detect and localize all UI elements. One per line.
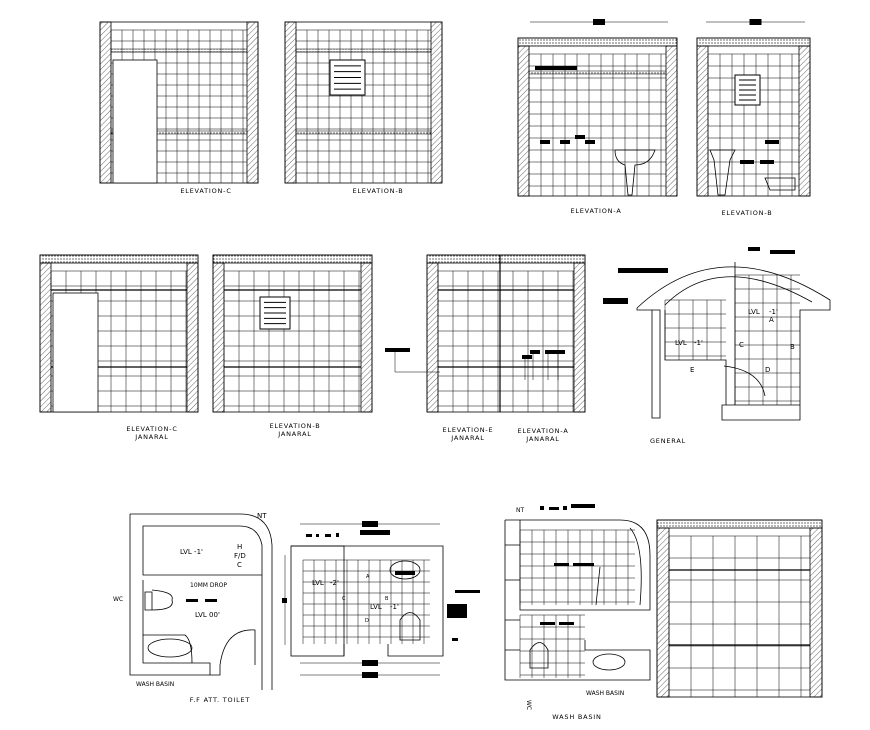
label-wash-basin: WASH BASIN (552, 713, 602, 721)
label-elevation-b-2: ELEVATION-B (721, 209, 773, 217)
toilet-wc-label: WC (113, 596, 124, 603)
fixture-tag (522, 355, 532, 359)
tile-band (296, 131, 431, 134)
toilet-drop-label: 10MM DROP (190, 582, 228, 589)
general-lvl-value: -1' (769, 308, 778, 316)
fixture-tag (535, 66, 577, 70)
elevation (285, 22, 442, 183)
mid-marker-d: D (365, 618, 369, 624)
toilet-h-label: H (237, 543, 243, 551)
label-general: GENERAL (649, 437, 687, 445)
toilet-wash-basin-label: WASH BASIN (136, 681, 175, 688)
general-lvl-label-2: LVL (675, 339, 687, 347)
wall-hatch (285, 22, 296, 183)
tile-band (296, 49, 431, 52)
marker-a: A (769, 316, 774, 324)
slab (213, 255, 372, 263)
label-elevation-a: ELEVATION-A (570, 207, 622, 215)
label-elevation-b: ELEVATION-B (352, 187, 404, 195)
label-ff-att-toilet: F.F ATT. TOILET (189, 696, 251, 704)
wall-hatch (574, 263, 585, 412)
fixture-tag (575, 135, 585, 139)
elevation-frame (518, 38, 677, 196)
wall-hatch (697, 46, 708, 196)
wall-hatch (40, 263, 51, 412)
slab (657, 520, 822, 528)
label-janaral: JANARAL (451, 434, 485, 442)
door (53, 293, 98, 412)
toilet-fd-label: F/D (234, 552, 246, 560)
elevation (697, 38, 810, 196)
elevation (657, 520, 822, 697)
elevation (213, 255, 372, 412)
wash-basin-elevation (710, 150, 735, 195)
fixture-tag (765, 140, 779, 144)
mid-lvl-label: LVL (312, 579, 324, 587)
wall-hatch (666, 46, 677, 196)
general-lvl-label: LVL (748, 308, 760, 316)
wall-hatch (799, 46, 810, 196)
mid-plan (291, 521, 480, 678)
label-janaral: JANARAL (526, 435, 560, 443)
wall-hatch (427, 263, 438, 412)
wall-hatch (247, 22, 258, 183)
dimension-tag (362, 672, 378, 678)
elevation-frame (697, 38, 810, 196)
general-lvl-value-2: -1' (694, 339, 703, 347)
marker-d: D (765, 366, 771, 374)
label-elevation-e-janaral: ELEVATION-E (442, 426, 494, 434)
mid-lvl-label-2: LVL (370, 603, 382, 611)
door (113, 60, 157, 183)
slab (427, 255, 585, 263)
fixture-tag (385, 348, 410, 352)
tile-band (529, 71, 666, 74)
fixture-tag (560, 140, 570, 144)
dimension-tag (362, 521, 378, 527)
wall-hatch (187, 263, 198, 412)
label-janaral: JANARAL (278, 430, 312, 438)
wall-hatch (431, 22, 442, 183)
elevation-frame (657, 520, 822, 697)
mid-lvl-value-b: -1' (390, 603, 399, 611)
elevation (100, 22, 258, 183)
slab (40, 255, 198, 263)
wash-basin-plan (505, 504, 650, 721)
elevation (40, 255, 198, 412)
wall-hatch (100, 22, 111, 183)
toilet-lvl-upper: LVL -1' (180, 548, 203, 556)
marker-e: E (690, 366, 695, 374)
wall-hatch (810, 528, 822, 697)
label-elevation-c-janaral: ELEVATION-C (126, 425, 178, 433)
fixture-tag (555, 350, 565, 354)
mid-marker-c: C (342, 596, 346, 602)
fixture-tag (760, 160, 774, 164)
label-elevation-b-janaral: ELEVATION-B (269, 422, 321, 430)
basin-wash-basin-label: WASH BASIN (586, 690, 625, 697)
slab (697, 38, 810, 46)
marker-b: B (790, 343, 795, 351)
wall-hatch (213, 263, 224, 412)
toilet-lvl-lower: LVL 00' (195, 611, 220, 619)
elevation-frame (285, 22, 442, 183)
marker-c: C (739, 341, 744, 349)
wall-hatch (518, 46, 529, 196)
wall-hatch (361, 263, 372, 412)
elevation (518, 38, 677, 196)
elevation-drawings (40, 19, 822, 697)
dimension-tag (593, 19, 605, 25)
slab (518, 38, 677, 46)
mid-marker-b: B (385, 596, 389, 602)
general-plan (603, 247, 830, 445)
label-elevation-c: ELEVATION-C (180, 187, 232, 195)
tile-band (111, 49, 247, 52)
fixture-tag (585, 140, 595, 144)
label-elevation-a-janaral: ELEVATION-A (517, 427, 569, 435)
wall-hatch (657, 528, 669, 697)
toilet-nt-label: NT (257, 512, 267, 520)
toilet-plan (113, 512, 287, 704)
elevation-frame (213, 255, 372, 412)
mid-marker-a: A (366, 574, 370, 580)
mid-lvl-value-a: -2' (330, 579, 339, 587)
fixture-tag (540, 140, 550, 144)
fixture-tag (530, 350, 540, 354)
basin-wc-label: WC (525, 700, 532, 711)
elevation-frame (427, 255, 585, 412)
dimension-tag (362, 660, 378, 666)
label-janaral: JANARAL (135, 433, 169, 441)
toilet-c-label: C (237, 561, 242, 569)
fixture-tag (545, 350, 555, 354)
dimension-tag (750, 19, 762, 25)
fixture-tag (740, 160, 754, 164)
elevation (427, 255, 585, 412)
basin-nt-label: NT (516, 507, 525, 514)
